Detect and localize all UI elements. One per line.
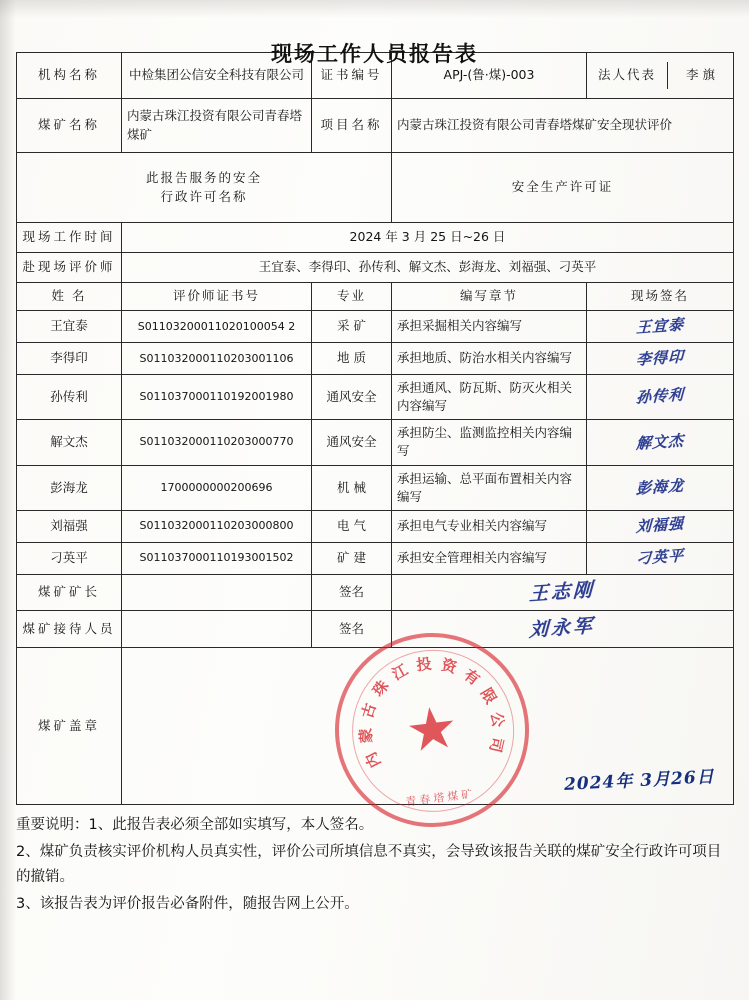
row-cert-no: S01103200011020100054 2: [122, 311, 312, 343]
signature-handwriting: 刘永军: [529, 614, 596, 642]
row-cert-no: S011032000110203001106: [122, 343, 312, 375]
row-name: 刁英平: [17, 542, 122, 574]
worktime-label: 现场工作时间: [17, 223, 122, 253]
row-signature: [587, 311, 734, 343]
row-major: 通风安全: [312, 420, 392, 465]
row-seal: [17, 647, 734, 804]
permit-label-line1: 此报告服务的安全: [145, 170, 262, 186]
legal-cell: [587, 53, 734, 99]
row-cert-no: S011037000110192001980: [122, 375, 312, 420]
permit-label-line2: 行政许可名称: [160, 188, 248, 204]
star-icon: ★: [401, 691, 462, 766]
permit-label: [17, 153, 392, 223]
row-mine-director: [17, 574, 734, 611]
signature-handwriting: 王宜泰: [635, 314, 685, 337]
seal-ring-text: 内 蒙 古 珠 江 投 资 有 限 公 司: [356, 654, 507, 771]
table-row: [17, 465, 734, 510]
seal-label: 煤矿盖章: [17, 647, 122, 804]
row-name: 王宜泰: [17, 311, 122, 343]
table-row: [17, 542, 734, 574]
row-signature: [587, 510, 734, 542]
mine-director-blank: [122, 574, 312, 611]
mine-value: 内蒙古珠江投资有限公司青春塔煤矿: [122, 99, 312, 153]
legal-value: 李 旗: [686, 67, 715, 83]
note-3: 3、该报告表为评价报告必备附件，随报告网上公开。: [16, 895, 359, 912]
row-signature: [587, 542, 734, 574]
org-value-2: 中检集团公信安全科技有限公司: [122, 53, 312, 99]
header-name: 姓 名: [17, 283, 122, 311]
legal-label-2: 法人代表: [587, 62, 668, 88]
row-cert-no: S011032000110203000770: [122, 420, 312, 465]
row-chapters: 承担电气专业相关内容编写: [392, 510, 587, 542]
signature-handwriting: 刘福强: [635, 514, 685, 537]
row-major: 通风安全: [312, 375, 392, 420]
signature-handwriting: 解文杰: [635, 430, 685, 453]
signature-handwriting: 王志刚: [529, 578, 596, 606]
row-reception: [17, 611, 734, 648]
row-signature: [587, 375, 734, 420]
seal-date-handwriting: 2024年 3月26日: [563, 767, 716, 796]
table-row: [17, 311, 734, 343]
mine-label: 煤矿名称: [17, 99, 122, 153]
table-row: [17, 420, 734, 465]
reception-blank: [122, 611, 312, 648]
table-header-row: [17, 283, 734, 311]
project-label: 项目名称: [312, 99, 392, 153]
notes-section: [16, 813, 733, 917]
signature-handwriting: 李得印: [635, 346, 685, 369]
row-major: 电 气: [312, 510, 392, 542]
row-name: 李得印: [17, 343, 122, 375]
cert-label-2: 证书编号: [312, 53, 392, 99]
row-name: 解文杰: [17, 420, 122, 465]
signature-handwriting: 孙传利: [635, 385, 685, 407]
seal-area: [122, 647, 734, 809]
mine-director-sign-label: 签名: [312, 574, 392, 611]
page-title: 现场工作人员报告表: [271, 42, 478, 66]
row-signature: [587, 465, 734, 510]
table-row: [17, 375, 734, 420]
company-seal-icon: [323, 622, 539, 838]
row-cert-no: 1700000000200696: [122, 465, 312, 510]
mine-director-label: 煤矿矿长: [17, 574, 122, 611]
table-row: [17, 343, 734, 375]
reception-sign-label: 签名: [312, 611, 392, 648]
row-assessors: [17, 253, 734, 283]
row-major: 机 械: [312, 465, 392, 510]
row-major: 矿 建: [312, 542, 392, 574]
reception-signature: [392, 611, 734, 648]
permit-value: 安全生产许可证: [392, 153, 734, 223]
table-row: [17, 510, 734, 542]
assessors-value: 王宜泰、李得印、孙传利、解文杰、彭海龙、刘福强、刁英平: [122, 253, 734, 283]
header-chapters: 编写章节: [392, 283, 587, 311]
row-signature: [587, 420, 734, 465]
row-name: 刘福强: [17, 510, 122, 542]
report-main-table: [16, 52, 734, 809]
row-major: 采 矿: [312, 311, 392, 343]
signature-handwriting: 彭海龙: [635, 476, 685, 498]
row-cert-no: S011032000110203000800: [122, 510, 312, 542]
note-2: 2、煤矿负责核实评价机构人员真实性，评价公司所填信息不真实，会导致该报告关联的煤矿安全行政许可项目的撤销。: [16, 843, 722, 885]
row-major: 地 质: [312, 343, 392, 375]
assessors-label: 赴现场评价师: [17, 253, 122, 283]
note-1: 重要说明：1、此报告表必须全部如实填写，本人签名。: [16, 816, 374, 833]
row-mine: [17, 99, 734, 153]
row-signature: [587, 343, 734, 375]
worktime-value: 2024 年 3 月 25 日~26 日: [122, 223, 734, 253]
mine-director-signature: [392, 574, 734, 611]
page-shadow-top: [0, 0, 749, 18]
reception-label: 煤矿接待人员: [17, 611, 122, 648]
header-signature: 现场签名: [587, 283, 734, 311]
row-chapters: 承担通风、防瓦斯、防灭火相关内容编写: [392, 375, 587, 420]
row-name: 彭海龙: [17, 465, 122, 510]
row-worktime: [17, 223, 734, 253]
org-label-2: 机构名称: [17, 53, 122, 99]
cert-value-2: APJ-(鲁·煤)-003: [392, 53, 587, 99]
row-name: 孙传利: [17, 375, 122, 420]
row-chapters: 承担安全管理相关内容编写: [392, 542, 587, 574]
row-chapters: 承担采掘相关内容编写: [392, 311, 587, 343]
header-major: 专业: [312, 283, 392, 311]
signature-handwriting: 刁英平: [635, 546, 685, 569]
row-cert-no: S011037000110193001502: [122, 542, 312, 574]
page-shadow-left: [0, 0, 16, 1000]
header-cert-no: 评价师证书号: [122, 283, 312, 311]
row-chapters: 承担防尘、监测监控相关内容编写: [392, 420, 587, 465]
row-chapters: 承担地质、防治水相关内容编写: [392, 343, 587, 375]
seal-bottom-text: 青春塔煤矿: [404, 787, 476, 809]
row-chapters: 承担运输、总平面布置相关内容编写: [392, 465, 587, 510]
project-value: 内蒙古珠江投资有限公司青春塔煤矿安全现状评价: [392, 99, 734, 153]
row-permit: [17, 153, 734, 223]
